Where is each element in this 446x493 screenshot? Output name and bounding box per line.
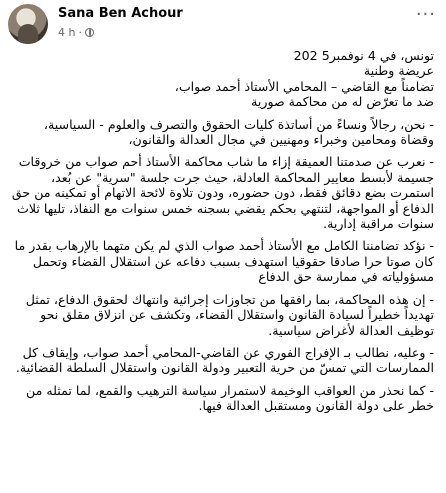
post-date-line: تونس، في 4 نوفمبر5 202 bbox=[293, 48, 434, 63]
meta-separator: · bbox=[78, 26, 82, 39]
post-subtitle-2: ضد ما تعرّض له من محاكمة صورية bbox=[251, 94, 434, 110]
avatar[interactable] bbox=[8, 4, 48, 44]
post-subtitle: تضامناً مع القاضي – المحامي الأستاذ أحمد صواب، bbox=[174, 78, 434, 94]
post-paragraph: - كما نحذر من العواقب الوخيمة لاستمرار سياسة الترهيب والقمع، لما تمثله من خطر على دولة القانون ومستقبل العدالة فيها. bbox=[26, 382, 434, 414]
post-header bbox=[6, 4, 440, 44]
post-paragraph: - نعرب عن صدمتنا العميقة إزاء ما شاب محاكمة الأستاذ أحم صواب من خروقات جسيمة لأبسط معايير المحاكمة العادلة، حيث جرت جلسة "سرية" عن بُعد، استمرت بضع دقائق فقط، دون حضوره، ودون تلاوة لائحة الاتهام أو تمكينه من حق الدفاع أو المواجهة، لتنتهي بحكم يقضي بسجنه خمس سنوات مع النفاذ، تليها ثلاث سنوات مراقبة إدارية. bbox=[11, 154, 434, 232]
post-body bbox=[10, 48, 434, 414]
post-title: عريضة وطنية bbox=[363, 63, 434, 79]
more-options-icon[interactable]: ··· bbox=[415, 4, 436, 25]
post-paragraph: - نؤكد تضامننا الكامل مع الأستاذ أحمد صواب الذي لم يكن متهما بالإرهاب بقدر ما كان صوتا حرا صادقا حقوقيا استهدف بسبب دفاعه عن استقلال القضاء وتحمل مسؤولياته في ممارسة حق الدفاع bbox=[14, 238, 434, 285]
author-name[interactable]: Sana Ben Achour bbox=[58, 6, 183, 21]
post-paragraph: - وعليه، نطالب بـ الإفراج الفوري عن القاضي-المحامي أحمد صواب، وإيقاف كل الممارسات التي تمسّ من حرية التعبير ودولة القانون واستقلال السلطة القضائية. bbox=[15, 344, 434, 376]
post-paragraph: - نحن، رجالاً ونساءً من أساتذة كليات الحقوق والتصرف والعلوم - السياسية، وقضاة ومحامين وخبراء ومهنيين في مجال العدالة والقانون، bbox=[43, 116, 434, 148]
globe-icon bbox=[85, 28, 94, 37]
timestamp[interactable]: 4 h bbox=[58, 26, 76, 39]
post-meta bbox=[58, 26, 94, 39]
post-paragraph: - إن هذه المحاكمة، بما رافقها من تجاوزات إجرائية وانتهاك لحقوق الدفاع، تمثل تهديداً خطيراً لسيادة القانون واستقلال القضاء، وتكشف عن انزلاق مقلق نحو توظيف العدالة لأغراض سياسية. bbox=[25, 291, 434, 338]
